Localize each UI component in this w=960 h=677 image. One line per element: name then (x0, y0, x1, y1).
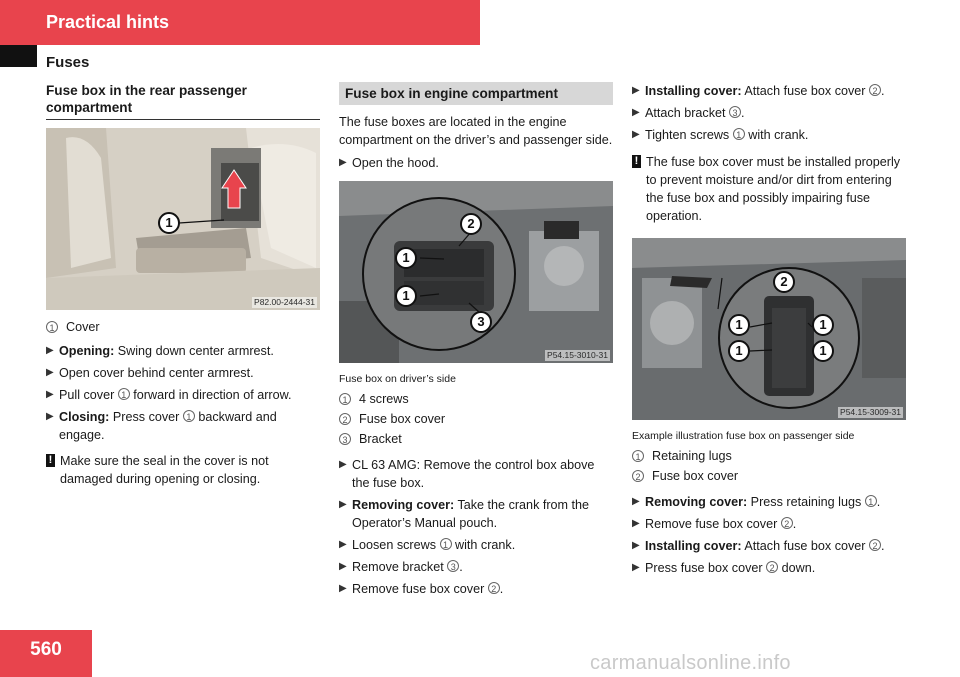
image-code: P82.00-2444-31 (254, 297, 315, 307)
legend-item: 2 Fuse box cover (339, 410, 613, 428)
passenger-side-fuse-photo (632, 238, 906, 420)
step-item: ▶ Pull cover 1 forward in direction of arrow. (46, 388, 292, 402)
callout-2: 2 (773, 271, 795, 293)
arrow-icon: ▶ (632, 518, 640, 529)
driver-side-fuse-photo (339, 181, 613, 363)
step-item: ▶ Open the hood. (339, 156, 439, 170)
arrow-icon: ▶ (632, 540, 640, 551)
step-item: ▶ Installing cover: Attach fuse box cover 2 . (632, 84, 885, 98)
rear-armrest-photo (46, 128, 320, 310)
step-item: ▶ Loosen screws 1 with crank. (339, 538, 516, 552)
column-engine-fuse-box (339, 82, 613, 602)
callout-1: 1 (158, 212, 180, 234)
step-item: ▶ Removing cover: Press retaining lugs 1 . (632, 495, 881, 509)
warning-icon: ! (46, 454, 55, 467)
arrow-icon: ▶ (632, 496, 640, 507)
engine-fuse-heading: Fuse box in engine compartment (339, 82, 613, 105)
rear-armrest-illustration (46, 128, 320, 310)
arrow-icon: ▶ (632, 85, 640, 96)
engine-intro: The fuse boxes are located in the engine compartment on the driver’s and passenger side. (339, 115, 613, 147)
step-item: ▶ Closing: Press cover 1 backward and engage. (46, 410, 277, 442)
arrow-icon: ▶ (632, 562, 640, 573)
watermark: carmanualsonline.info (590, 652, 791, 674)
rear-fuse-heading: Fuse box in the rear passenger compartment (46, 82, 320, 120)
column-rear-fuse-box (46, 82, 320, 492)
image-caption: Example illustration fuse box on passenger side (632, 430, 855, 442)
step-item: ▶ Open cover behind center armrest. (46, 366, 254, 380)
arrow-icon: ▶ (632, 129, 640, 140)
arrow-icon: ▶ (339, 157, 347, 168)
legend-item: 2 Fuse box cover (632, 467, 906, 485)
column-passenger-fuse-box (632, 82, 906, 581)
image-code: P54.15-3009-31 (840, 407, 901, 417)
callout-1-top-right: 1 (812, 314, 834, 336)
callout-1-top-left: 1 (728, 314, 750, 336)
arrow-icon: ▶ (46, 345, 54, 356)
callout-3: 3 (470, 311, 492, 333)
warning-icon: ! (632, 155, 641, 168)
step-item: ▶ Tighten screws 1 with crank. (632, 128, 809, 142)
callout-1-upper: 1 (395, 247, 417, 269)
header-tab-marker (0, 45, 37, 67)
page-number-box (0, 630, 92, 677)
callout-1-lower: 1 (395, 285, 417, 307)
warning-note: ! Make sure the seal in the cover is not damaged during opening or closing. (46, 452, 320, 488)
callout-2: 2 (460, 213, 482, 235)
legend-item: 1 4 screws (339, 390, 613, 408)
step-item: ▶ Remove fuse box cover 2 . (339, 582, 504, 596)
callout-1-bottom-left: 1 (728, 340, 750, 362)
arrow-icon: ▶ (339, 459, 347, 470)
image-code: P54.15-3010-31 (547, 350, 608, 360)
arrow-icon: ▶ (339, 499, 347, 510)
legend-item: 1 Retaining lugs (632, 447, 906, 465)
page-number: 560 (30, 639, 62, 660)
step-item: ▶ Opening: Swing down center armrest. (46, 344, 274, 358)
passenger-engine-illustration (632, 238, 906, 420)
step-item: ▶ Installing cover: Attach fuse box cover 2 . (632, 539, 885, 553)
step-item: ▶ Remove bracket 3 . (339, 560, 463, 574)
arrow-icon: ▶ (46, 411, 54, 422)
image-caption: Fuse box on driver’s side (339, 373, 456, 385)
page-subtitle: Fuses (46, 54, 90, 71)
arrow-icon: ▶ (339, 561, 347, 572)
step-item: ▶ Press fuse box cover 2 down. (632, 561, 816, 575)
legend-item: 3 Bracket (339, 430, 613, 448)
driver-engine-illustration (339, 181, 613, 363)
arrow-icon: ▶ (46, 367, 54, 378)
section-title: Practical hints (46, 12, 170, 32)
step-item: ▶ Remove fuse box cover 2 . (632, 517, 797, 531)
arrow-icon: ▶ (339, 539, 347, 550)
arrow-icon: ▶ (632, 107, 640, 118)
legend-item: 1 Cover (46, 318, 320, 336)
callout-1-bottom-right: 1 (812, 340, 834, 362)
step-item: ▶ Removing cover: Take the crank from the Operator’s Manual pouch. (339, 498, 590, 530)
step-item: ▶ CL 63 AMG: Remove the control box above the fuse box. (339, 458, 595, 490)
warning-note: ! The fuse box cover must be installed properly to prevent moisture and/or dirt from entering the fuse box and possibly impairing fuse operation. (632, 153, 906, 225)
arrow-icon: ▶ (46, 389, 54, 400)
arrow-icon: ▶ (339, 583, 347, 594)
step-item: ▶ Attach bracket 3 . (632, 106, 745, 120)
